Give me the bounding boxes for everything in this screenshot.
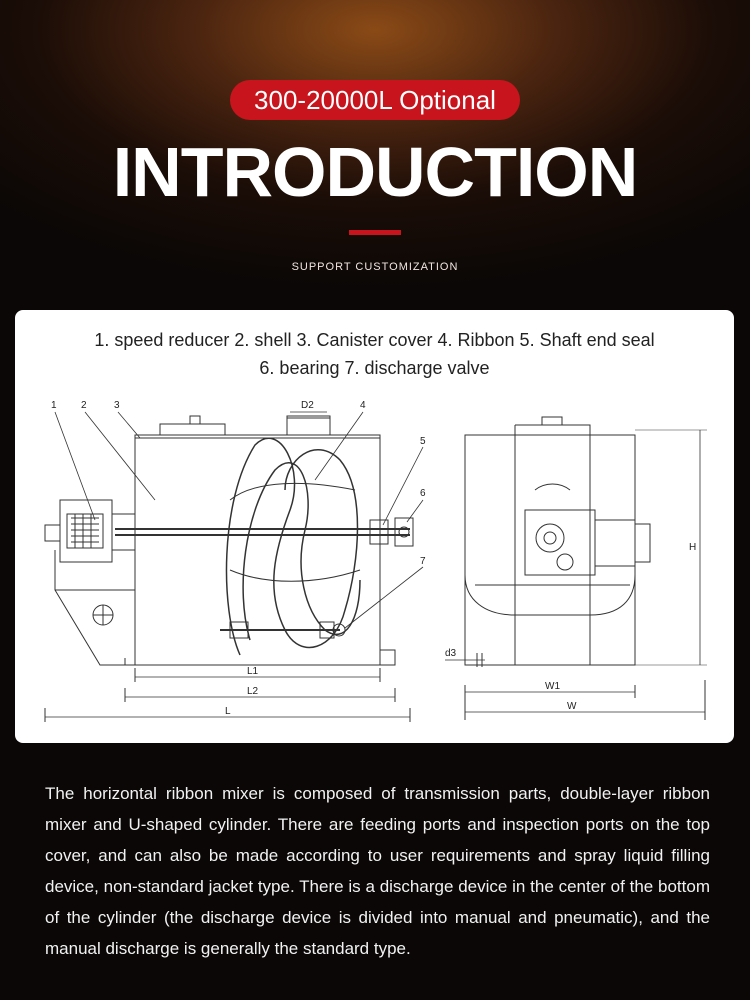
dim-h: H [689,542,697,553]
label-4: 4 [360,400,366,411]
parts-legend-line-2: 6. bearing 7. discharge valve [259,358,490,378]
label-1: 1 [51,400,57,411]
dim-l2: L2 [247,686,259,697]
feed-port-left [160,424,225,435]
page-subtitle: SUPPORT CUSTOMIZATION [291,261,459,273]
label-7: 7 [420,556,426,567]
diagram-card [15,310,734,743]
dim-l: L [225,706,231,717]
mixer-technical-drawing [15,390,734,735]
label-3: 3 [114,400,120,411]
dim-d2: D2 [301,400,314,411]
bearing [395,518,413,546]
dim-d3: d3 [445,648,457,659]
parts-legend-line-1: 1. speed reducer 2. shell 3. Canister cover 4. Ribbon 5. Shaft end seal [94,330,655,350]
speed-reducer [60,500,112,562]
side-motor [525,510,595,575]
feed-port-d2 [287,416,330,435]
capacity-badge: 300-20000L Optional [230,80,520,120]
shaft-end-seal [370,520,388,544]
product-description: The horizontal ribbon mixer is composed of transmission parts, double-layer ribbon mixer and U-shaped cylinder. There are feeding ports and inspection ports on the top cover, and can also be made according to user requirements and spray liquid filling device, non-standard jacket type. There is a discharge device in the center of the bottom of the cylinder (the discharge device is divided into manual and pneumatic), and the manual discharge is generally the standard type. [45,784,710,958]
label-6: 6 [420,488,426,499]
side-view-outline [465,435,635,665]
page-title: INTRODUCTION [112,133,638,211]
dim-w: W [567,701,577,712]
label-2: 2 [81,400,87,411]
label-5: 5 [420,436,426,447]
title-underline [349,230,401,235]
dim-w1: W1 [545,681,560,692]
dim-l1: L1 [247,666,259,677]
